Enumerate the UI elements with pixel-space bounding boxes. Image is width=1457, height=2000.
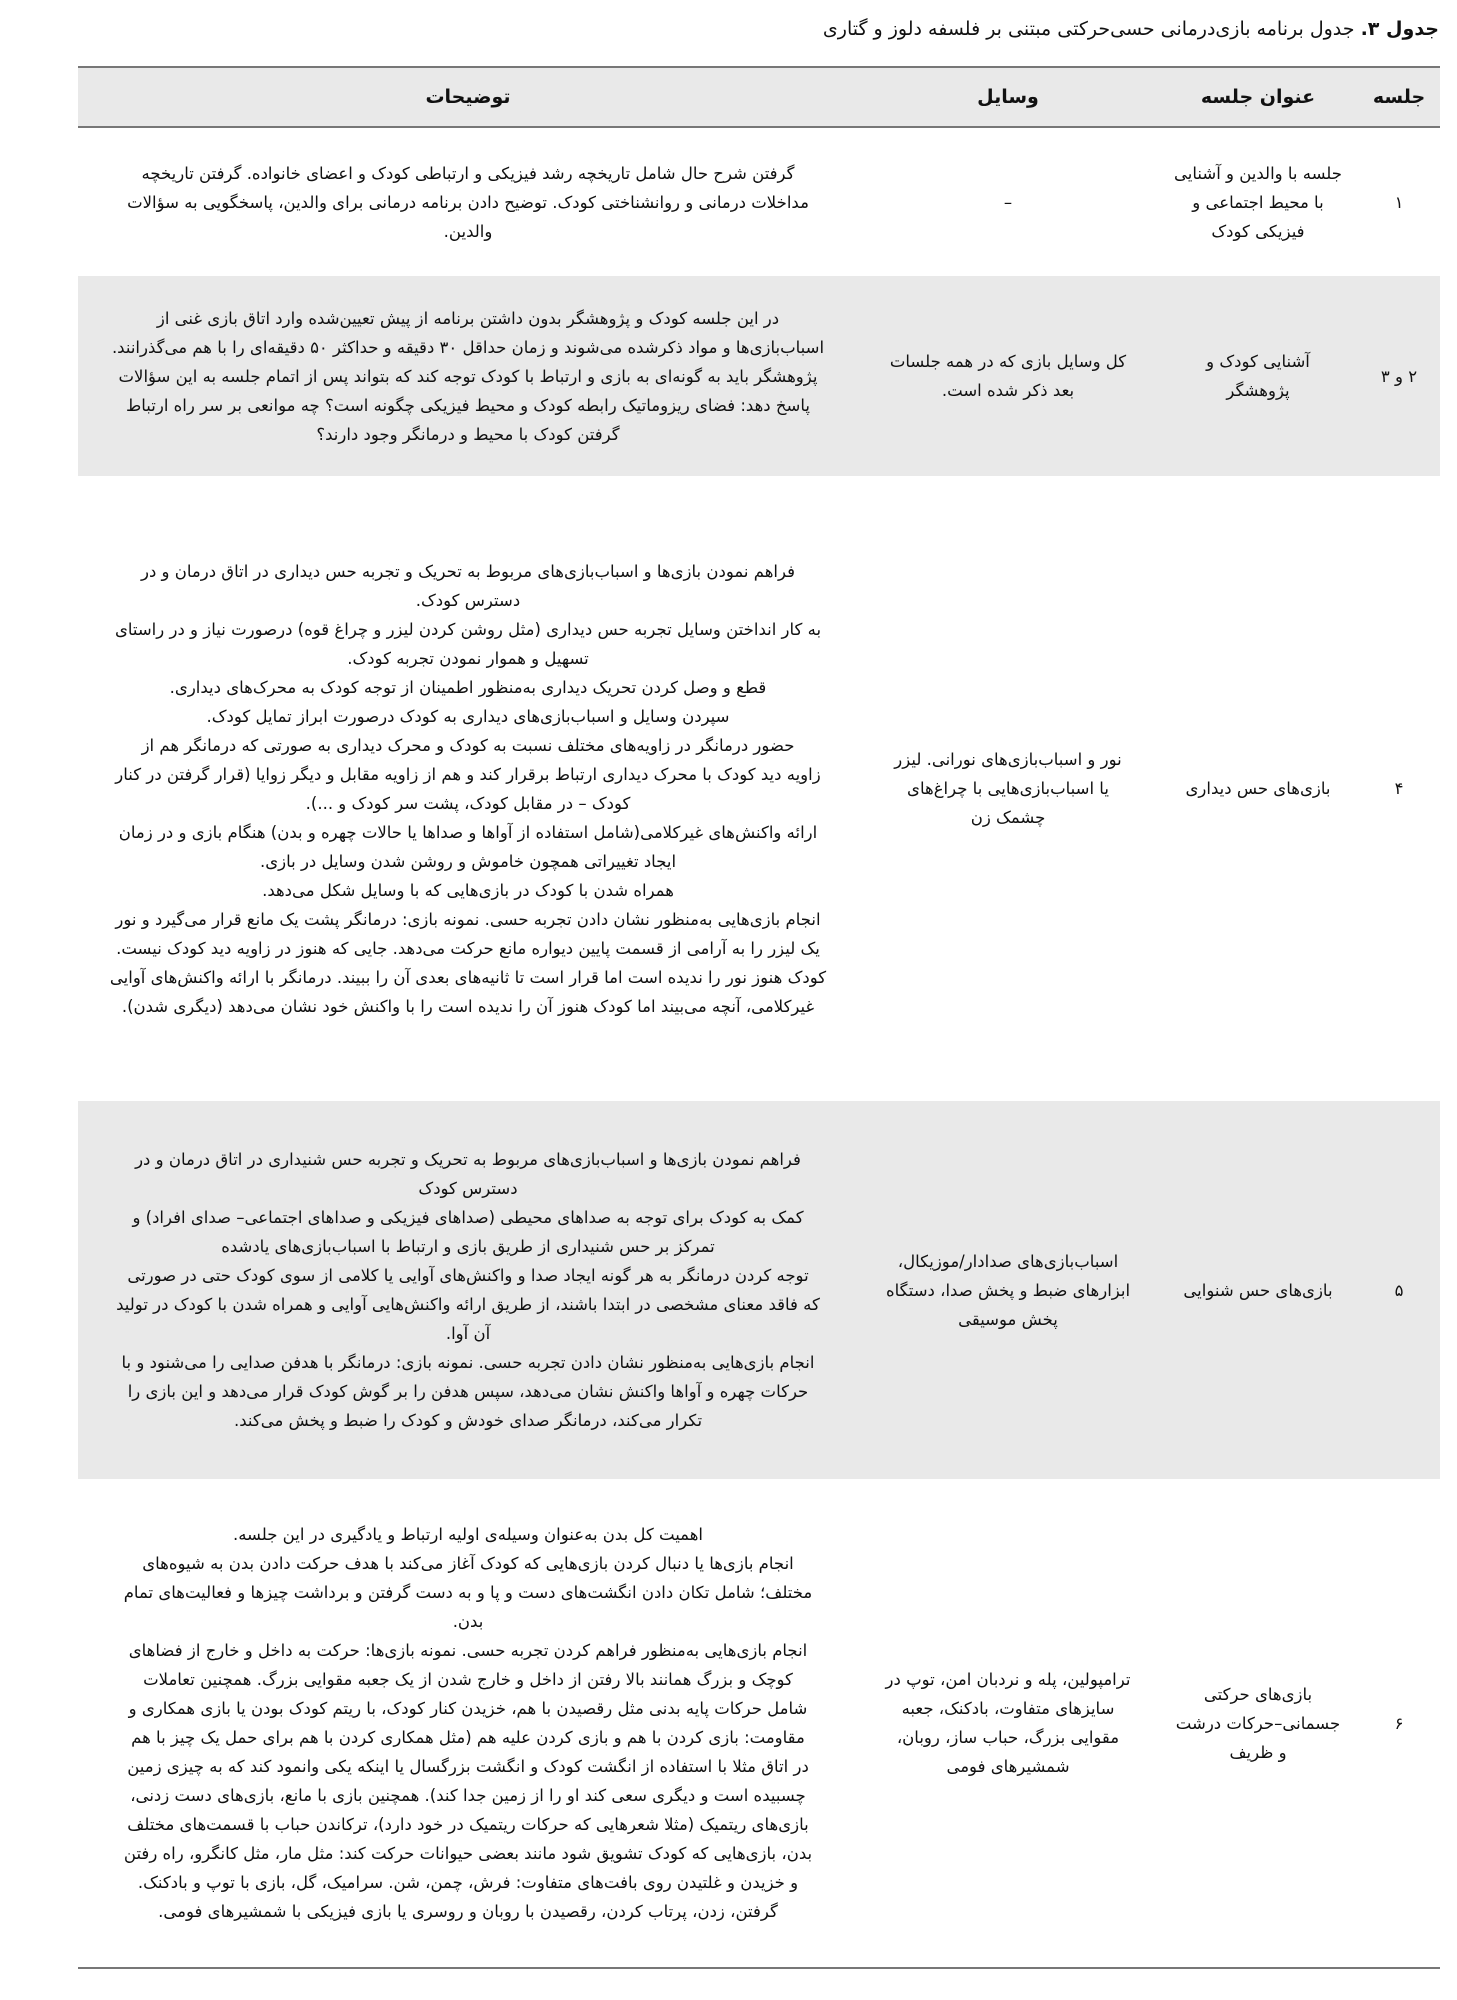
session-title-line: بازی‌های حس دیداری: [1185, 779, 1331, 798]
session-title: [1158, 159, 1358, 246]
header-tools: وسایل: [977, 86, 1039, 108]
session-description-line: والدین.: [443, 221, 493, 241]
session-title: [1158, 1276, 1358, 1305]
session-description-line: اهمیت کل بدن به‌عنوان وسیله‌ی اولیه ارتباط و یادگیری در این جلسه.: [232, 1525, 704, 1544]
session-tools-line: پخش موسیقی: [958, 1309, 1058, 1329]
session-description-line: گرفتن شرح حال شامل تاریخچه رشد فیزیکی و ارتباطی کودک و اعضای خانواده. گرفتن تاریخچه: [141, 163, 795, 183]
table-header-row: [78, 68, 1440, 128]
session-description: [78, 1520, 858, 1926]
session-description-line: در اتاق مثلا با استفاده از انگشت کودک و انگشت بزرگسال یا اینکه یکی وانمود کند که به چیزی زمین: [127, 1757, 809, 1776]
session-title-line: بازی‌های حس شنوایی: [1183, 1280, 1333, 1300]
session-tools: [858, 745, 1158, 832]
header-description: توضیحات: [425, 86, 511, 108]
session-description-line: فراهم نمودن بازی‌ها و اسباب‌بازی‌های مربوط به تحریک و تجربه حس دیداری در اتاق درمان و در: [140, 561, 795, 581]
session-description-line: به کار انداختن وسایل تجربه حس دیداری (مثل روشن کردن لیزر و چراغ قوه) درصورت نیاز و در راستای: [114, 619, 822, 639]
session-tools-line: بعد ذکر شده است.: [941, 381, 1075, 400]
session-tools-line: مقوایی بزرگ، حباب ساز، روبان،: [896, 1728, 1120, 1747]
session-description-line: کودک – در مقابل کودک، پشت سر کودک و ...).: [305, 793, 631, 813]
session-description-line: گرفتن، زدن، پرتاب کردن، رقصیدن با روبان و روسری یا بازی فیزیکی با شمشیرهای فومی.: [158, 1902, 778, 1921]
session-description-line: فراهم نمودن بازی‌ها و اسباب‌بازی‌های مربوط به تحریک و تجربه حس شنیداری در اتاق درمان و در: [135, 1150, 801, 1169]
session-tools-line: ابزارهای ضبط و پخش صدا، دستگاه: [885, 1280, 1131, 1300]
session-title-line: جسمانی–حرکات درشت: [1175, 1713, 1341, 1733]
session-description-line: پژوهشگر باید به گونه‌ای به بازی و ارتباط با کودک توجه کند که بتواند پس از اتمام جلسه به این سؤالات: [118, 366, 818, 386]
session-description-line: کمک به کودک برای توجه به صداهای محیطی (صداهای فیزیکی و صداهای اجتماعی– صدای افراد) و: [132, 1208, 804, 1227]
session-description-line: مقاومت: بازی کردن با هم و بازی کردن علیه هم (مثل همکاری کردن با هم برای حمل یک چیز با هم: [131, 1728, 805, 1747]
session-description-line: بازی‌های ریتمیک (مثلا شعرهایی که حرکات ریتمیک در خود دارد)، ترکاندن حباب با قسمت‌های مختلف: [127, 1815, 809, 1834]
session-description-line: ایجاد تغییراتی همچون خاموش و روشن شدن وسایل در بازی.: [259, 851, 677, 871]
session-description-line: قطع و وصل کردن تحریک دیداری به‌منظور اطمینان از توجه کودک به محرک‌های دیداری.: [169, 677, 767, 697]
session-description: [78, 1145, 858, 1435]
table-row: [78, 1479, 1440, 1967]
session-tools-line: اسباب‌بازی‌های صدادار/موزیکال،: [897, 1251, 1119, 1271]
session-description-line: حرکات چهره و آواها واکنش نشان می‌دهد، سپس هدفن را بر گوش کودک قرار می‌دهد و این بازی را: [127, 1382, 809, 1401]
caption-text: جدول برنامه بازی‌درمانی حسی‌حرکتی مبتنی بر فلسفه دلوز و گتاری: [822, 18, 1355, 40]
session-tools-line: کل وسایل بازی که در همه جلسات: [889, 352, 1127, 371]
session-description-line: پاسخ دهد: فضای ریزوماتیک رابطه کودک و محیط فیزیکی چگونه است؟ چه موانعی بر سر راه ارتباط: [126, 395, 810, 415]
table-row: [78, 476, 1440, 1101]
session-description-line: کودک هنوز نور را ندیده است اما قرار است تا ثانیه‌های بعدی آن را ببیند. درمانگر با ارائه واکنش‌های آوایی: [109, 967, 827, 987]
session-tools: [858, 1665, 1158, 1781]
session-title: [1158, 774, 1358, 803]
session-description: [78, 159, 858, 246]
session-title-line: آشنایی کودک و: [1206, 352, 1310, 371]
session-description: [78, 304, 858, 449]
session-description-line: تمرکز بر حس شنیداری از طریق بازی و ارتباط با اسباب‌بازی‌های یادشده: [221, 1237, 715, 1256]
session-number: ۲ و ۳: [1380, 366, 1418, 386]
session-description-line: بدن.: [452, 1612, 484, 1631]
session-tools-line: چشمک زن: [970, 808, 1046, 827]
session-tools-line: نور و اسباب‌بازی‌های نورانی. لیزر: [894, 750, 1122, 769]
table-caption: [823, 18, 1439, 40]
session-title: [1158, 347, 1358, 405]
session-description-line: انجام بازی‌ها یا دنبال کردن بازی‌هایی که کودک آغاز می‌کند با هدف حرکت دادن بدن به شیوه‌های: [142, 1554, 794, 1573]
session-description-line: توجه کردن درمانگر به هر گونه ایجاد صدا و واکنش‌های آوایی یا کلامی از سوی کودک حتی در صورتی: [127, 1266, 809, 1285]
session-tools-line: –: [1003, 192, 1013, 212]
session-tools-line: شمشیرهای فومی: [946, 1757, 1070, 1776]
session-description-line: غیرکلامی، آنچه می‌بیند اما کودک هنوز آن را ندیده است را با واکنش خود نشان می‌دهد (دیگری شدن).: [121, 996, 815, 1016]
session-number: ۱: [1394, 192, 1404, 212]
session-number: ۶: [1394, 1713, 1404, 1733]
session-description-line: تسهیل و هموار نمودن تجربه کودک.: [347, 648, 589, 668]
session-description-line: انجام بازی‌هایی به‌منظور نشان دادن تجربه حسی. نمونه بازی: درمانگر پشت یک مانع قرار می‌گیرد و نور: [115, 909, 821, 929]
session-description-line: سپردن وسایل و اسباب‌بازی‌های دیداری به کودک درصورت ابراز تمایل کودک.: [206, 706, 730, 726]
session-description-line: شامل حرکات پایه بدنی مثل رقصیدن با هم، خزیدن کنار کودک، با ریتم کودک بودن یا بازی همکاری و: [128, 1699, 808, 1718]
session-title: [1158, 1680, 1358, 1767]
table-row: [78, 128, 1440, 276]
session-description-line: دسترس کودک.: [415, 590, 521, 610]
table-row: [78, 276, 1440, 476]
session-description-line: که فاقد معنای مشخصی در ابتدا باشند، از طریق ارائه واکنش‌هایی آوایی و همراه شدن با کودک در تولید: [116, 1295, 820, 1314]
session-description-line: انجام بازی‌هایی به‌منظور فراهم کردن تجربه حسی. نمونه بازی‌ها: حرکت به داخل و خارج از فضاهای: [128, 1641, 808, 1660]
session-tools: [858, 188, 1158, 217]
session-tools-line: سایزهای متفاوت، بادکنک، جعبه: [901, 1699, 1115, 1718]
session-description-line: ارائه واکنش‌های غیرکلامی(شامل استفاده از آواها و صداها یا حالات چهره و بدن) هنگام بازی و در زمان: [118, 822, 818, 842]
header-title: عنوان جلسه: [1200, 86, 1316, 108]
table-row: [78, 1101, 1440, 1479]
session-title-line: پژوهشگر: [1226, 381, 1290, 400]
session-description-line: و خزیدن و غلتیدن روی بافت‌های متفاوت: فرش، چمن، شن. سرامیک، گل، بازی با توپ و بادکنک.: [137, 1873, 799, 1892]
session-program-table: [78, 66, 1440, 1969]
session-description-line: بدن، بازی‌هایی که کودک تشویق شود مانند بعضی حیوانات حرکت کند: مثل مار، مثل کانگرو، راه رفتن: [123, 1844, 813, 1863]
session-description-line: گرفتن کودک با محیط و درمانگر وجود دارند؟: [316, 424, 620, 444]
caption-label: جدول ۳.: [1360, 18, 1439, 40]
session-tools-line: یا اسباب‌بازی‌هایی با چراغ‌های: [907, 779, 1109, 798]
session-title-line: بازی‌های حرکتی: [1203, 1684, 1313, 1704]
session-description-line: مختلف؛ شامل تکان دادن انگشت‌های دست و پا و به دست گرفتن و برداشت چیزها و فعالیت‌های تمام: [123, 1583, 813, 1602]
session-description-line: زاویه دید کودک با محرک دیداری ارتباط برقرار کند و هم از زاویه مقابل و دیگر زوایا (قرار گرفتن در کنار: [115, 764, 821, 784]
session-description-line: دسترس کودک: [418, 1179, 518, 1198]
session-description-line: کوچک و بزرگ همانند بالا رفتن از داخل و خارج شدن از یک جعبه مقوایی بزرگ. همچنین تعاملات: [143, 1670, 793, 1689]
session-description-line: همراه شدن با کودک در بازی‌هایی که با وسایل شکل می‌دهد.: [262, 880, 674, 900]
session-description-line: تکرار می‌کند، درمانگر صدای خودش و کودک را ضبط و پخش می‌کند.: [233, 1411, 703, 1430]
session-title-line: و ظریف: [1229, 1742, 1287, 1762]
session-number: ۵: [1394, 1280, 1404, 1300]
session-title-line: فیزیکی کودک: [1211, 221, 1305, 241]
session-description-line: چسبیده است و دیگری سعی کند او را از زمین جدا کند). همچنین بازی با مانع، بازی‌های دست زدنی،: [130, 1786, 806, 1805]
session-number: ۴: [1394, 779, 1404, 798]
session-title-line: با محیط اجتماعی و: [1192, 192, 1324, 212]
session-tools: [858, 1247, 1158, 1334]
session-description-line: انجام بازی‌هایی به‌منظور نشان دادن تجربه حسی. نمونه بازی: درمانگر با هدفن صدایی را می‌شنود و با: [121, 1353, 815, 1372]
session-title-line: جلسه با والدین و آشنایی: [1174, 163, 1342, 183]
session-description-line: آن آوا.: [445, 1324, 491, 1343]
session-description-line: مداخلات درمانی و روانشناختی کودک. توضیح دادن برنامه درمانی برای والدین، پاسخگویی به سؤالات: [127, 192, 809, 212]
session-tools-line: ترامپولین، پله و نردبان امن، توپ در: [885, 1670, 1131, 1689]
header-session: جلسه: [1372, 86, 1426, 108]
session-description-line: اسباب‌بازی‌ها و مواد ذکرشده می‌شوند و زمان حداقل ۳۰ دقیقه و حداکثر ۵۰ دقیقه‌ای را با هم می‌گذرانند.: [111, 337, 825, 357]
session-tools: [858, 347, 1158, 405]
session-description-line: حضور درمانگر در زاویه‌های مختلف نسبت به کودک و محرک دیداری به صورتی که درمانگر هم از: [141, 735, 795, 755]
session-description: [78, 557, 858, 1021]
session-description-line: در این جلسه کودک و پژوهشگر بدون داشتن برنامه از پیش تعیین‌شده وارد اتاق بازی غنی از: [156, 308, 780, 328]
session-description-line: یک لیزر را به آرامی از قسمت پایین دیواره مانع حرکت می‌دهد. جایی که هنوز در زاویه دید کودک نیست.: [116, 938, 820, 958]
